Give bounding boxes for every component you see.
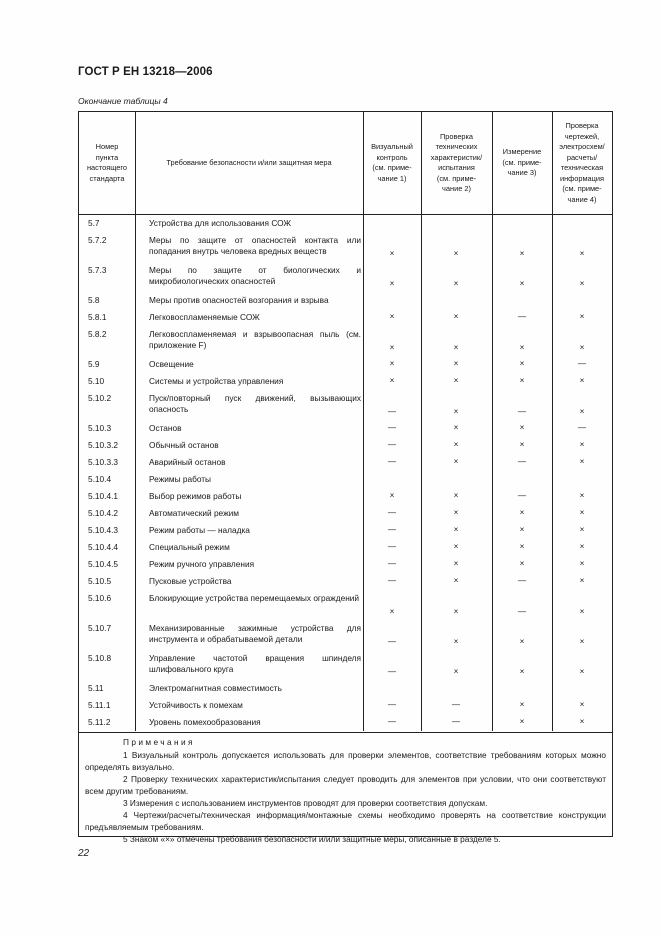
verification-mark: — — [387, 457, 397, 466]
clause-number: 5.10.4.3 — [88, 525, 118, 535]
clause-number: 5.11 — [88, 683, 104, 693]
header-line: чание 2) — [442, 184, 471, 193]
clause-number: 5.11.1 — [88, 700, 111, 710]
verification-mark: × — [453, 576, 459, 585]
header-cell — [492, 112, 552, 214]
verification-mark: × — [579, 249, 585, 258]
clause-number: 5.11.2 — [88, 717, 111, 727]
header-line: (см. приме- — [436, 173, 477, 183]
table-row — [79, 539, 612, 556]
verification-mark: × — [579, 542, 585, 551]
header-line: стандарта — [89, 173, 125, 183]
verification-mark: × — [453, 508, 459, 517]
header-line: Номер — [95, 142, 119, 151]
header-line: характеристик/ — [430, 152, 483, 162]
header-cell — [552, 112, 612, 214]
header-line: (см. приме- — [372, 163, 412, 172]
verification-mark: × — [579, 457, 585, 466]
notes-heading: Примечания — [123, 737, 195, 747]
verification-mark: × — [579, 407, 585, 416]
verification-mark: — — [387, 576, 397, 585]
verification-mark: × — [579, 576, 585, 585]
header-line: Проверка — [439, 131, 474, 141]
verification-mark: × — [579, 559, 585, 568]
requirement-text: Пуск/повторный пуск движений, вызывающих опасность — [149, 393, 361, 415]
verification-mark: — — [387, 717, 397, 726]
table-row — [79, 309, 612, 326]
verification-mark: × — [389, 279, 395, 288]
note-item: 4 Чертежи/расчеты/техническая информация/монтажные схемы необходимо проверять на соответствие конструкции предъявляемым требованиям. — [85, 810, 606, 832]
verification-mark: × — [519, 376, 525, 385]
clause-number: 5.9 — [88, 359, 100, 369]
table-row — [79, 522, 612, 539]
table-row — [79, 356, 612, 373]
verification-mark: × — [519, 249, 525, 258]
table-row — [79, 680, 612, 697]
verification-mark: × — [579, 508, 585, 517]
header-line: чание 3) — [507, 168, 537, 178]
requirement-text: Пусковые устройства — [149, 576, 232, 586]
verification-mark: × — [453, 559, 459, 568]
verification-mark: — — [387, 440, 397, 449]
header-line: испытания — [438, 163, 475, 172]
verification-mark: × — [453, 343, 459, 352]
verification-mark: × — [389, 607, 395, 616]
requirement-text: Специальный режим — [149, 542, 230, 552]
verification-mark: — — [451, 717, 461, 726]
requirement-text: Устройства для использования СОЖ — [149, 218, 292, 228]
verification-mark: × — [453, 542, 459, 551]
requirement-text: Легковоспламеняемая и взрывоопасная пыль (см. приложение F) — [149, 329, 361, 351]
clause-number: 5.10.4.4 — [88, 542, 118, 552]
verification-mark: × — [453, 525, 459, 534]
table-row — [79, 714, 612, 731]
requirement-text: Меры по защите от опасностей контакта или попадания внутрь человека вредных веществ — [149, 235, 361, 257]
header-line: настоящего — [86, 163, 128, 172]
verification-mark: × — [519, 508, 525, 517]
header-line: Требование безопасности и/или защитная мера — [166, 157, 332, 167]
verification-mark: × — [453, 312, 459, 321]
clause-number: 5.10.3 — [88, 423, 112, 433]
verification-mark: × — [453, 376, 459, 385]
table-row — [79, 488, 612, 505]
verification-mark: × — [579, 637, 585, 646]
verification-mark: — — [517, 491, 527, 500]
requirement-text: Режим ручного управления — [149, 559, 255, 569]
verification-mark: × — [579, 491, 585, 500]
requirement-text: Меры против опасностей возгорания и взрыва — [149, 295, 329, 305]
verification-mark: × — [389, 343, 395, 352]
note-item: 5 Знаком «×» отмечены требования безопасности и/или защитные меры, описанные в разделе 5. — [123, 834, 501, 844]
document-title: ГОСТ Р ЕН 13218—2006 — [78, 66, 213, 78]
header-line: чание 1) — [377, 173, 407, 183]
verification-mark: × — [519, 423, 525, 432]
clause-number: 5.10.7 — [88, 623, 112, 633]
table-row — [79, 471, 612, 488]
page-number: 22 — [78, 848, 90, 859]
verification-mark: × — [453, 667, 459, 676]
header-cell — [421, 112, 492, 214]
verification-mark: × — [519, 343, 525, 352]
clause-number: 5.8 — [88, 295, 100, 305]
verification-mark: × — [389, 359, 395, 368]
header-line: контроль — [376, 152, 408, 162]
clause-number: 5.8.1 — [88, 312, 107, 322]
requirement-text: Электромагнитная совместимость — [149, 683, 282, 693]
table-row — [79, 454, 612, 471]
table-row — [79, 420, 612, 437]
verification-mark: — — [517, 607, 527, 616]
table-caption: Окончание таблицы 4 — [78, 96, 168, 106]
verification-mark: × — [453, 423, 459, 432]
table-row — [79, 292, 612, 309]
requirement-text: Блокирующие устройства перемещаемых ограждений — [149, 593, 360, 603]
clause-number: 5.10.3.3 — [88, 457, 118, 467]
verification-mark: — — [387, 667, 397, 676]
note-item: 1 Визуальный контроль допускается использовать для проверки элементов, соответствие требованиям которых можно определять визуально. — [85, 750, 606, 772]
requirement-text: Устойчивость к помехам — [149, 700, 243, 710]
table-row — [79, 437, 612, 454]
verification-mark: × — [453, 249, 459, 258]
header-line: чертежей, — [564, 131, 600, 141]
verification-mark: × — [519, 667, 525, 676]
table-row — [79, 573, 612, 590]
verification-mark: — — [387, 508, 397, 517]
table-row — [79, 505, 612, 522]
verification-mark: × — [579, 700, 585, 709]
header-line: расчеты/ — [566, 152, 598, 162]
table-row — [79, 262, 612, 292]
clause-number: 5.10.4 — [88, 474, 112, 484]
header-cell — [135, 112, 363, 214]
clause-number: 5.10.3.2 — [88, 440, 118, 450]
clause-number: 5.7 — [88, 218, 100, 228]
requirement-text: Аварийный останов — [149, 457, 226, 467]
table-notes — [79, 732, 612, 845]
verification-mark: × — [579, 376, 585, 385]
header-line: пункта — [95, 152, 119, 162]
clause-number: 5.10.4.2 — [88, 508, 118, 518]
verification-mark: × — [579, 312, 585, 321]
verification-mark: × — [453, 607, 459, 616]
header-line: (см. приме- — [562, 184, 602, 193]
verification-mark: × — [453, 440, 459, 449]
verification-mark: — — [517, 407, 527, 416]
verification-mark: × — [579, 440, 585, 449]
verification-mark: — — [451, 700, 461, 709]
header-line: чание 4) — [567, 194, 597, 204]
requirement-text: Легковоспламеняемые СОЖ — [149, 312, 260, 322]
clause-number: 5.7.3 — [88, 265, 107, 275]
verification-mark: — — [517, 312, 527, 321]
clause-number: 5.10.8 — [88, 653, 112, 663]
verification-mark: × — [519, 525, 525, 534]
verification-mark: × — [389, 376, 395, 385]
verification-mark: × — [453, 637, 459, 646]
verification-mark: × — [519, 359, 525, 368]
verification-mark: × — [519, 717, 525, 726]
requirement-text: Управление частотой вращения шпинделя шлифовального круга — [149, 653, 361, 675]
header-line: Визуальный — [371, 142, 413, 151]
verification-mark: — — [517, 576, 527, 585]
table-row — [79, 326, 612, 356]
verification-mark: × — [519, 559, 525, 568]
verification-mark: × — [579, 279, 585, 288]
verification-mark: — — [387, 525, 397, 534]
table-row — [79, 556, 612, 573]
requirements-table — [78, 111, 613, 844]
verification-mark: × — [453, 491, 459, 500]
requirement-text: Механизированные зажимные устройства для инструмента и обрабатываемой детали — [149, 623, 361, 645]
verification-mark: — — [387, 423, 397, 432]
clause-number: 5.10.2 — [88, 393, 112, 403]
verification-mark: — — [387, 407, 397, 416]
header-line: информация — [559, 173, 605, 183]
requirement-text: Освещение — [149, 359, 194, 369]
verification-mark: × — [579, 667, 585, 676]
verification-mark: × — [579, 607, 585, 616]
verification-mark: × — [389, 249, 395, 258]
verification-mark: — — [387, 559, 397, 568]
note-item: 2 Проверку технических характеристик/испытания следует проводить для элементов при условии, что они соответствуют всем другим требованиям. — [85, 774, 606, 796]
requirement-text: Меры по защите от биологических и микробиологических опасностей — [149, 265, 361, 287]
verification-mark: × — [519, 279, 525, 288]
verification-mark: — — [387, 637, 397, 646]
clause-number: 5.10 — [88, 376, 105, 386]
verification-mark: × — [519, 637, 525, 646]
verification-mark: — — [387, 700, 397, 709]
requirement-text: Обычный останов — [149, 440, 219, 450]
table-row — [79, 390, 612, 420]
header-line: электросхем/ — [559, 142, 605, 151]
header-line: Измерение — [502, 147, 542, 157]
clause-number: 5.10.5 — [88, 576, 112, 586]
table-row — [79, 620, 612, 650]
verification-mark: — — [387, 542, 397, 551]
verification-mark: — — [577, 423, 587, 432]
verification-mark: × — [453, 279, 459, 288]
verification-mark: × — [389, 491, 395, 500]
verification-mark: × — [519, 700, 525, 709]
verification-mark: — — [577, 359, 587, 368]
verification-mark: × — [389, 312, 395, 321]
requirement-text: Режимы работы — [149, 474, 212, 484]
verification-mark: × — [579, 525, 585, 534]
requirement-text: Режим работы — наладка — [149, 525, 250, 535]
verification-mark: × — [453, 359, 459, 368]
clause-number: 5.10.4.5 — [88, 559, 118, 569]
verification-mark: × — [519, 440, 525, 449]
verification-mark: × — [579, 717, 585, 726]
clause-number: 5.10.4.1 — [88, 491, 118, 501]
table-row — [79, 373, 612, 390]
note-item: 3 Измерения с использованием инструментов проводят для проверки соответствия допускам. — [123, 798, 488, 808]
verification-mark: × — [453, 407, 459, 416]
requirement-text: Системы и устройства управления — [149, 376, 284, 386]
requirement-text: Выбор режимов работы — [149, 491, 242, 501]
clause-number: 5.7.2 — [88, 235, 107, 245]
header-line: Проверка — [565, 121, 599, 130]
table-row — [79, 232, 612, 262]
clause-number: 5.8.2 — [88, 329, 107, 339]
requirement-text: Останов — [149, 423, 182, 433]
header-cell — [79, 112, 135, 214]
verification-mark: × — [579, 343, 585, 352]
header-cell — [363, 112, 421, 214]
header-line: (см. приме- — [502, 157, 542, 167]
verification-mark: × — [519, 542, 525, 551]
table-row — [79, 590, 612, 620]
requirement-text: Автоматический режим — [149, 508, 239, 518]
clause-number: 5.10.6 — [88, 593, 112, 603]
requirement-text: Уровень помехообразования — [149, 717, 261, 727]
table-row — [79, 697, 612, 714]
table-row — [79, 215, 612, 232]
verification-mark: × — [453, 457, 459, 466]
header-line: техническая — [560, 163, 604, 172]
verification-mark: — — [517, 457, 527, 466]
header-line: технических — [435, 142, 478, 151]
table-row — [79, 650, 612, 680]
